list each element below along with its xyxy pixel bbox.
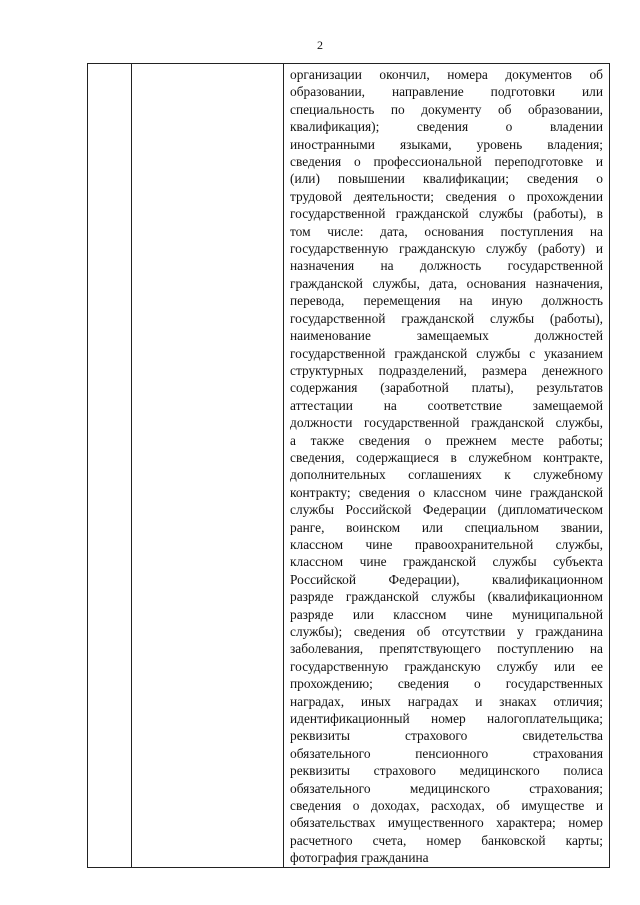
- text-line: Российской Федерации), квалификационном: [290, 571, 603, 587]
- text-line: государственной гражданской службы (работы),: [290, 310, 603, 326]
- text-line: обязательствах имущественного характера; номер: [290, 815, 603, 831]
- text-line: расчетного счета, номер банковской карты;: [290, 832, 603, 848]
- text-line: аттестации на соответствие замещаемой: [290, 397, 603, 413]
- text-line: идентификационный номер налогоплательщика;: [290, 711, 603, 727]
- document-table: [87, 63, 610, 868]
- text-line: (или) повышении квалификации; сведения о: [290, 171, 603, 187]
- text-line: наименование замещаемых должностей: [290, 328, 603, 344]
- text-line: реквизиты страхового свидетельства: [290, 728, 603, 744]
- text-line: организации окончил, номера документов об: [290, 67, 603, 82]
- text-line: обязательного пенсионного страхования: [290, 745, 603, 761]
- text-line: квалификация); сведения о владении: [290, 119, 603, 135]
- text-line: прохождению; сведения о государственных: [290, 676, 603, 692]
- text-line: трудовой деятельности; сведения о прохождении: [290, 188, 603, 204]
- text-line: иностранными языками, уровень владения;: [290, 136, 603, 152]
- text-line: службы); сведения об отсутствии у гражданина: [290, 624, 603, 639]
- text-line: классном чине гражданской службы субъекта: [290, 554, 603, 570]
- table-row: [88, 64, 610, 868]
- page-number: 2: [317, 38, 323, 52]
- personal-data-text: [284, 64, 609, 867]
- text-line: сведения о профессиональной переподготовке и: [290, 154, 603, 170]
- text-line: службы Российской Федерации (дипломатическом: [290, 502, 603, 518]
- text-line: ранге, воинском или специальном звании,: [290, 519, 603, 535]
- text-line: государственной гражданской службы (работы), в: [290, 206, 603, 222]
- text-line: том числе: дата, основания поступления на: [290, 223, 603, 239]
- table-cell-personal-data-list: [284, 64, 610, 868]
- text-line: должности государственной гражданской службы,: [290, 415, 603, 431]
- text-line: государственную гражданскую службу или ее: [290, 658, 603, 674]
- text-line: обязательного медицинского страхования;: [290, 780, 603, 796]
- text-line: а также сведения о прежнем месте работы;: [290, 432, 603, 448]
- text-line: структурных подразделений, размера денежного: [290, 362, 603, 378]
- text-line: дополнительных соглашениях к служебному: [290, 467, 603, 483]
- text-line: фотография гражданина: [290, 850, 429, 866]
- text-line: разряде или классном чине муниципальной: [290, 606, 603, 622]
- text-line: государственную гражданскую службу (работу) и: [290, 241, 603, 257]
- text-line: сведения о доходах, расходах, об имуществе и: [290, 798, 603, 814]
- table-cell-number: [88, 64, 132, 868]
- text-line: гражданской службы, дата, основания назначения,: [290, 275, 603, 291]
- text-line: разряде гражданской службы (квалификационном: [290, 589, 603, 605]
- text-line: образовании, направление подготовки или: [290, 84, 603, 100]
- text-line: содержания (заработной платы), результатов: [290, 380, 603, 396]
- text-line: специальность по документу об образовании,: [290, 101, 603, 117]
- text-line: наградах, иных наградах и знаках отличия;: [290, 693, 603, 709]
- text-line: заболевания, препятствующего поступлению на: [290, 641, 603, 657]
- text-line: назначения на должность государственной: [290, 258, 603, 274]
- text-line: реквизиты страхового медицинского полиса: [290, 763, 603, 779]
- text-line: контракту; сведения о классном чине гражданской: [290, 484, 603, 500]
- table-cell-category: [132, 64, 284, 868]
- text-line: классном чине правоохранительной службы,: [290, 536, 603, 552]
- text-line: государственной гражданской службы с указанием: [290, 345, 603, 361]
- text-line: сведения, содержащиеся в служебном контракте,: [290, 449, 603, 465]
- text-line: перевода, перемещения на иную должность: [290, 293, 603, 309]
